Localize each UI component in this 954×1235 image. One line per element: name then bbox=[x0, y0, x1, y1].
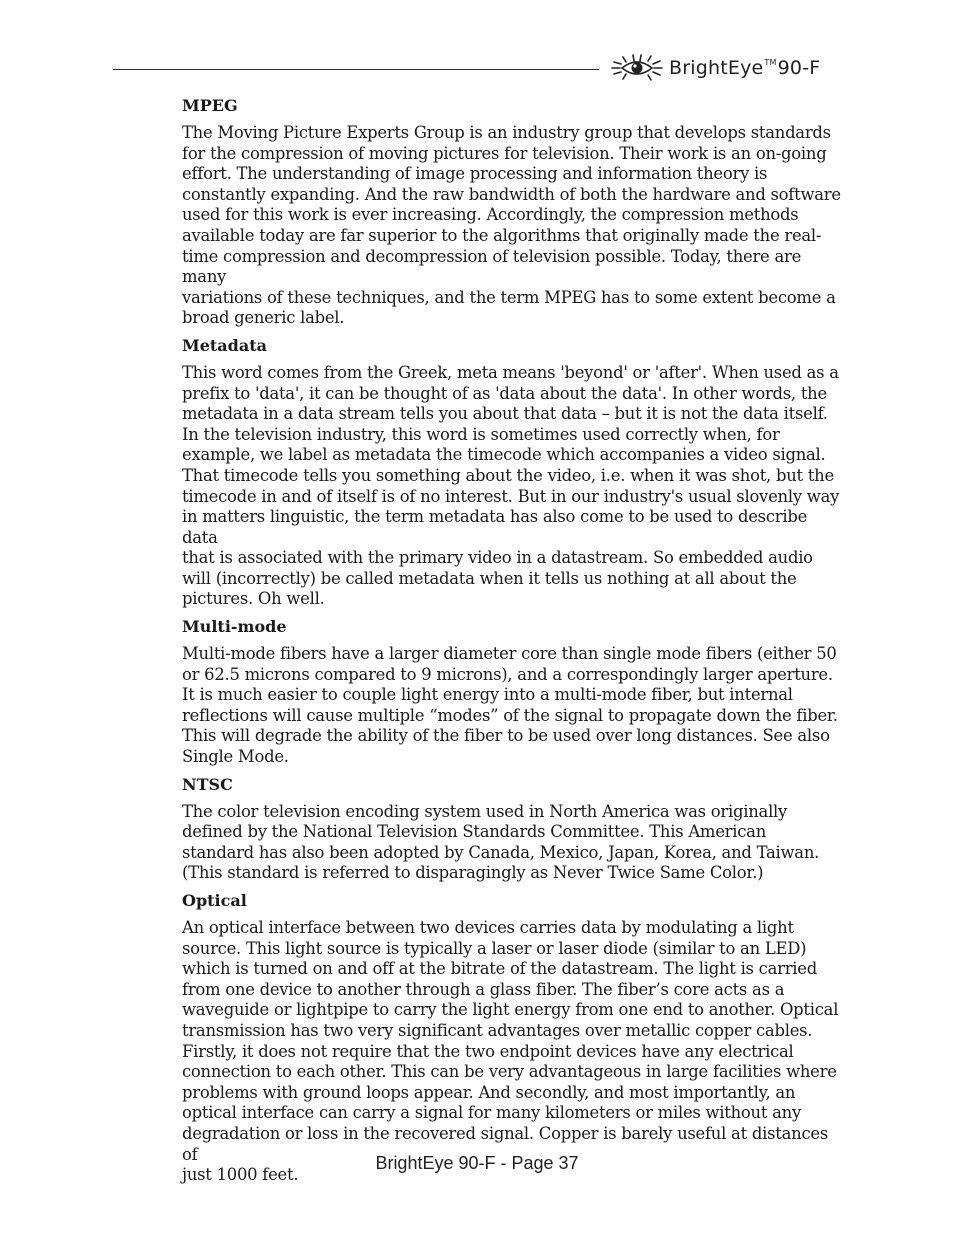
entry-body: An optical interface between two devices carries data by modulating a light source. This light source is typically a laser or laser diode (similar to an LED) which is turned on and off at the bitrate of the datastream. The light is carried from one device to another through a glass fiber. The fiber’s core acts as a waveguide or lightpipe to carry the light energy from one end to another. Optical transmission has two very significant advantages over metallic copper cables. Firstly, it does not require that the two endpoint devices have any electrical connection to each other. This can be very advantageous in large facilities where problems with ground loops appear. And secondly, and most importantly, an optical interface can carry a signal for many kilometers or miles without any degradation or loss in the recovered signal. Copper is barely useful at distances of just 1000 feet. bbox=[182, 918, 839, 1185]
glossary-entry-ntsc bbox=[182, 774, 842, 884]
entry-heading: MPEG bbox=[182, 96, 238, 115]
entry-heading: NTSC bbox=[182, 774, 233, 794]
brand-logo bbox=[611, 50, 820, 86]
brand-tm: TM bbox=[764, 57, 777, 67]
entry-body: The color television encoding system used in North America was originally defined by the National Television Standards Committee. This American standard has also been adopted by Canada, Mexico, Japan, Korea, and Taiwan. (This standard is referred to disparagingly as Never Twice Same Color.) bbox=[182, 801, 820, 883]
brand-wordmark bbox=[669, 56, 821, 79]
brand-model: 90-F bbox=[777, 56, 821, 79]
header-rule bbox=[113, 69, 599, 70]
glossary-entry-optical bbox=[182, 890, 842, 1186]
glossary-entry-multi-mode bbox=[182, 616, 842, 768]
entry-heading: Multi-mode bbox=[182, 617, 287, 637]
entry-body: The Moving Picture Experts Group is an industry group that develops standards for the compression of moving pictures for television. Their work is an on-going effort. The understanding of image processing and information theory is constantly expanding. And the raw bandwidth of both the hardware and software used for this work is ever increasing. Accordingly, the compression methods available today are far superior to the algorithms that originally made the real- time compression and decompression of television possible. Today, there are many variations of these techniques, and the term MPEG has to some extent become a broad generic label. bbox=[182, 123, 841, 328]
entry-heading: Optical bbox=[182, 891, 247, 910]
entry-body: Multi-mode fibers have a larger diameter core than single mode fibers (either 50 or 62.5 microns compared to 9 microns), and a correspondingly larger aperture. It is much easier to couple light energy into a multi-mode fiber, but internal reflections will cause multiple “modes” of the signal to propagate down the fiber. This will degrade the ability of the fiber to be used over long distances. See also Single Mode. bbox=[182, 644, 838, 767]
glossary-content bbox=[182, 95, 842, 1192]
page-footer: BrightEye 90-F - Page 37 bbox=[375, 1153, 579, 1173]
glossary-entry-mpeg bbox=[182, 95, 842, 329]
entry-heading: Metadata bbox=[182, 335, 267, 355]
entry-body: This word comes from the Greek, meta means 'beyond' or 'after'. When used as a prefix to 'data', it can be thought of as 'data about the data'. In other words, the metadata in a data stream tells you about that data – but it is not the data itself. In the television industry, this word is sometimes used correctly when, for example, we label as metadata the timecode which accompanies a video signal. That timecode tells you something about the video, i.e. when it was shot, but the timecode in and of itself is of no interest. But in our industry's usual slovenly way in matters linguistic, the term metadata has also come to be used to describe data that is associated with the primary video in a datastream. So embedded audio will (incorrectly) be called metadata when it tells us nothing at all about the pictures. Oh well. bbox=[182, 362, 840, 609]
glossary-entry-metadata bbox=[182, 335, 842, 610]
eye-logo-icon bbox=[611, 53, 663, 83]
brand-main: BrightEye bbox=[669, 56, 764, 79]
